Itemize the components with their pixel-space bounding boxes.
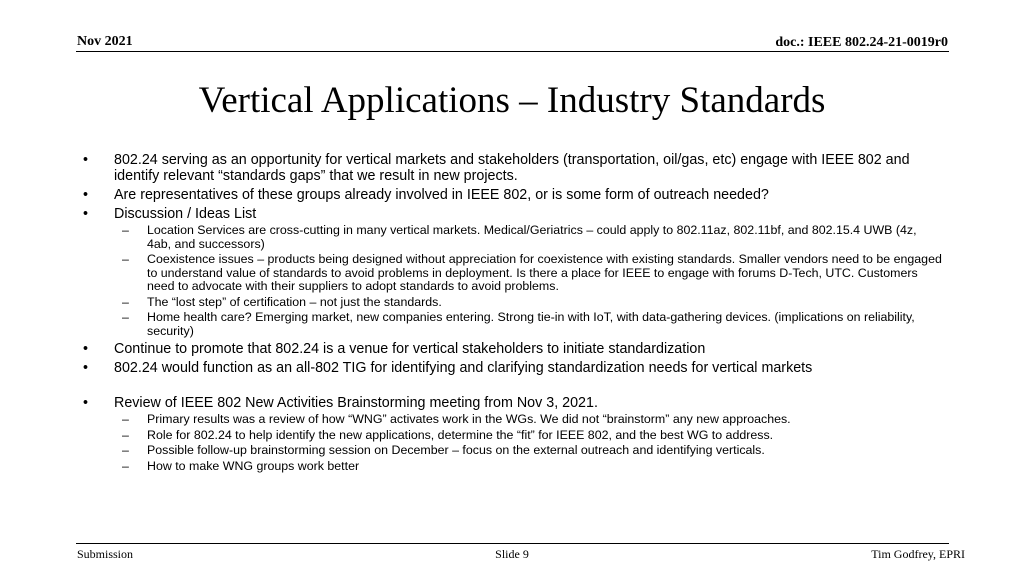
slide-body <box>83 149 943 473</box>
bullet-item <box>83 187 943 203</box>
bullet-marker: • <box>83 395 89 411</box>
bullet-marker: • <box>83 152 89 168</box>
sub-bullet-text: Role for 802.24 to help identify the new applications, determine the “fit” for IEEE 802, and the best WG to address. <box>147 427 774 442</box>
header-doc-id: doc.: IEEE 802.24-21-0019r0 <box>775 35 948 50</box>
sub-bullet-text: How to make WNG groups work better <box>147 458 360 473</box>
bullet-text: Continue to promote that 802.24 is a venue for vertical stakeholders to initiate standardization <box>114 341 706 357</box>
bullet-item <box>83 395 943 411</box>
sub-bullet-text: Possible follow-up brainstorming session on December – focus on the external outreach and identifying verticals. <box>147 443 765 457</box>
sub-bullet-item <box>83 296 943 310</box>
bullet-marker: • <box>83 360 89 376</box>
header-divider <box>76 51 949 52</box>
sub-bullet-text: Home health care? Emerging market, new companies entering. Strong tie-in with IoT, with data-gathering devices. (implications on reliability, security) <box>147 310 915 338</box>
sub-bullet-item <box>83 253 943 294</box>
header-date: Nov 2021 <box>77 34 133 49</box>
sub-bullet-item <box>83 429 943 443</box>
dash-marker: – <box>122 310 129 324</box>
dash-marker: – <box>122 458 129 473</box>
bullet-marker: • <box>83 206 89 222</box>
bullet-marker: • <box>83 341 89 357</box>
dash-marker: – <box>122 412 129 426</box>
bullet-text: Discussion / Ideas List <box>114 206 257 222</box>
sub-bullet-item <box>83 413 943 427</box>
bullet-text: 802.24 serving as an opportunity for vertical markets and stakeholders (transportation, oil/gas, etc) engage with IEEE 802 and identify relevant “standards gaps” that we result in new projects. <box>114 152 910 184</box>
sub-bullet-item <box>83 444 943 458</box>
sub-bullet-text: Primary results was a review of how “WNG” activates work in the WGs. We did not “brainstorm” any new approaches. <box>147 412 791 426</box>
sub-bullet-item <box>83 311 943 338</box>
spacer <box>83 376 943 392</box>
bullet-text: Are representatives of these groups already involved in IEEE 802, or is some form of outreach needed? <box>114 187 769 203</box>
footer-submission: Submission <box>77 547 134 561</box>
bullet-text: 802.24 would function as an all-802 TIG for identifying and clarifying standardization needs for vertical markets <box>114 360 813 376</box>
dash-marker: – <box>122 443 129 457</box>
sub-bullet-item <box>83 460 943 474</box>
bullet-marker: • <box>83 187 89 203</box>
sub-bullet-item <box>83 224 943 251</box>
footer-divider <box>76 543 949 544</box>
bullet-item <box>83 206 943 222</box>
sub-bullet-text: Location Services are cross-cutting in many vertical markets. Medical/Geriatrics – could apply to 802.11az, 802.11bf, and 802.15.4 UWB (4z, 4ab, and successors) <box>147 223 917 251</box>
dash-marker: – <box>122 252 129 266</box>
dash-marker: – <box>122 223 129 237</box>
sub-bullet-text: Coexistence issues – products being designed without appreciation for coexistence with existing standards. Smaller vendors need to be engaged to understand value of standards to avoid problems in deployment. Is there a place for IEEE to engage with forums D-Tech, UTC. Customers need to advocate with their suppliers to adopt standards to avoid problems. <box>147 252 942 293</box>
bullet-item <box>83 360 943 376</box>
slide-title: Vertical Applications – Industry Standards <box>198 80 826 121</box>
footer-slide-number: Slide 9 <box>495 547 529 561</box>
bullet-item <box>83 152 943 184</box>
dash-marker: – <box>122 427 129 442</box>
dash-marker: – <box>122 294 129 309</box>
bullet-item <box>83 341 943 357</box>
bullet-text: Review of IEEE 802 New Activities Brainstorming meeting from Nov 3, 2021. <box>114 395 598 411</box>
footer-author: Tim Godfrey, EPRI <box>871 547 965 561</box>
sub-bullet-text: The “lost step” of certification – not just the standards. <box>147 294 442 309</box>
